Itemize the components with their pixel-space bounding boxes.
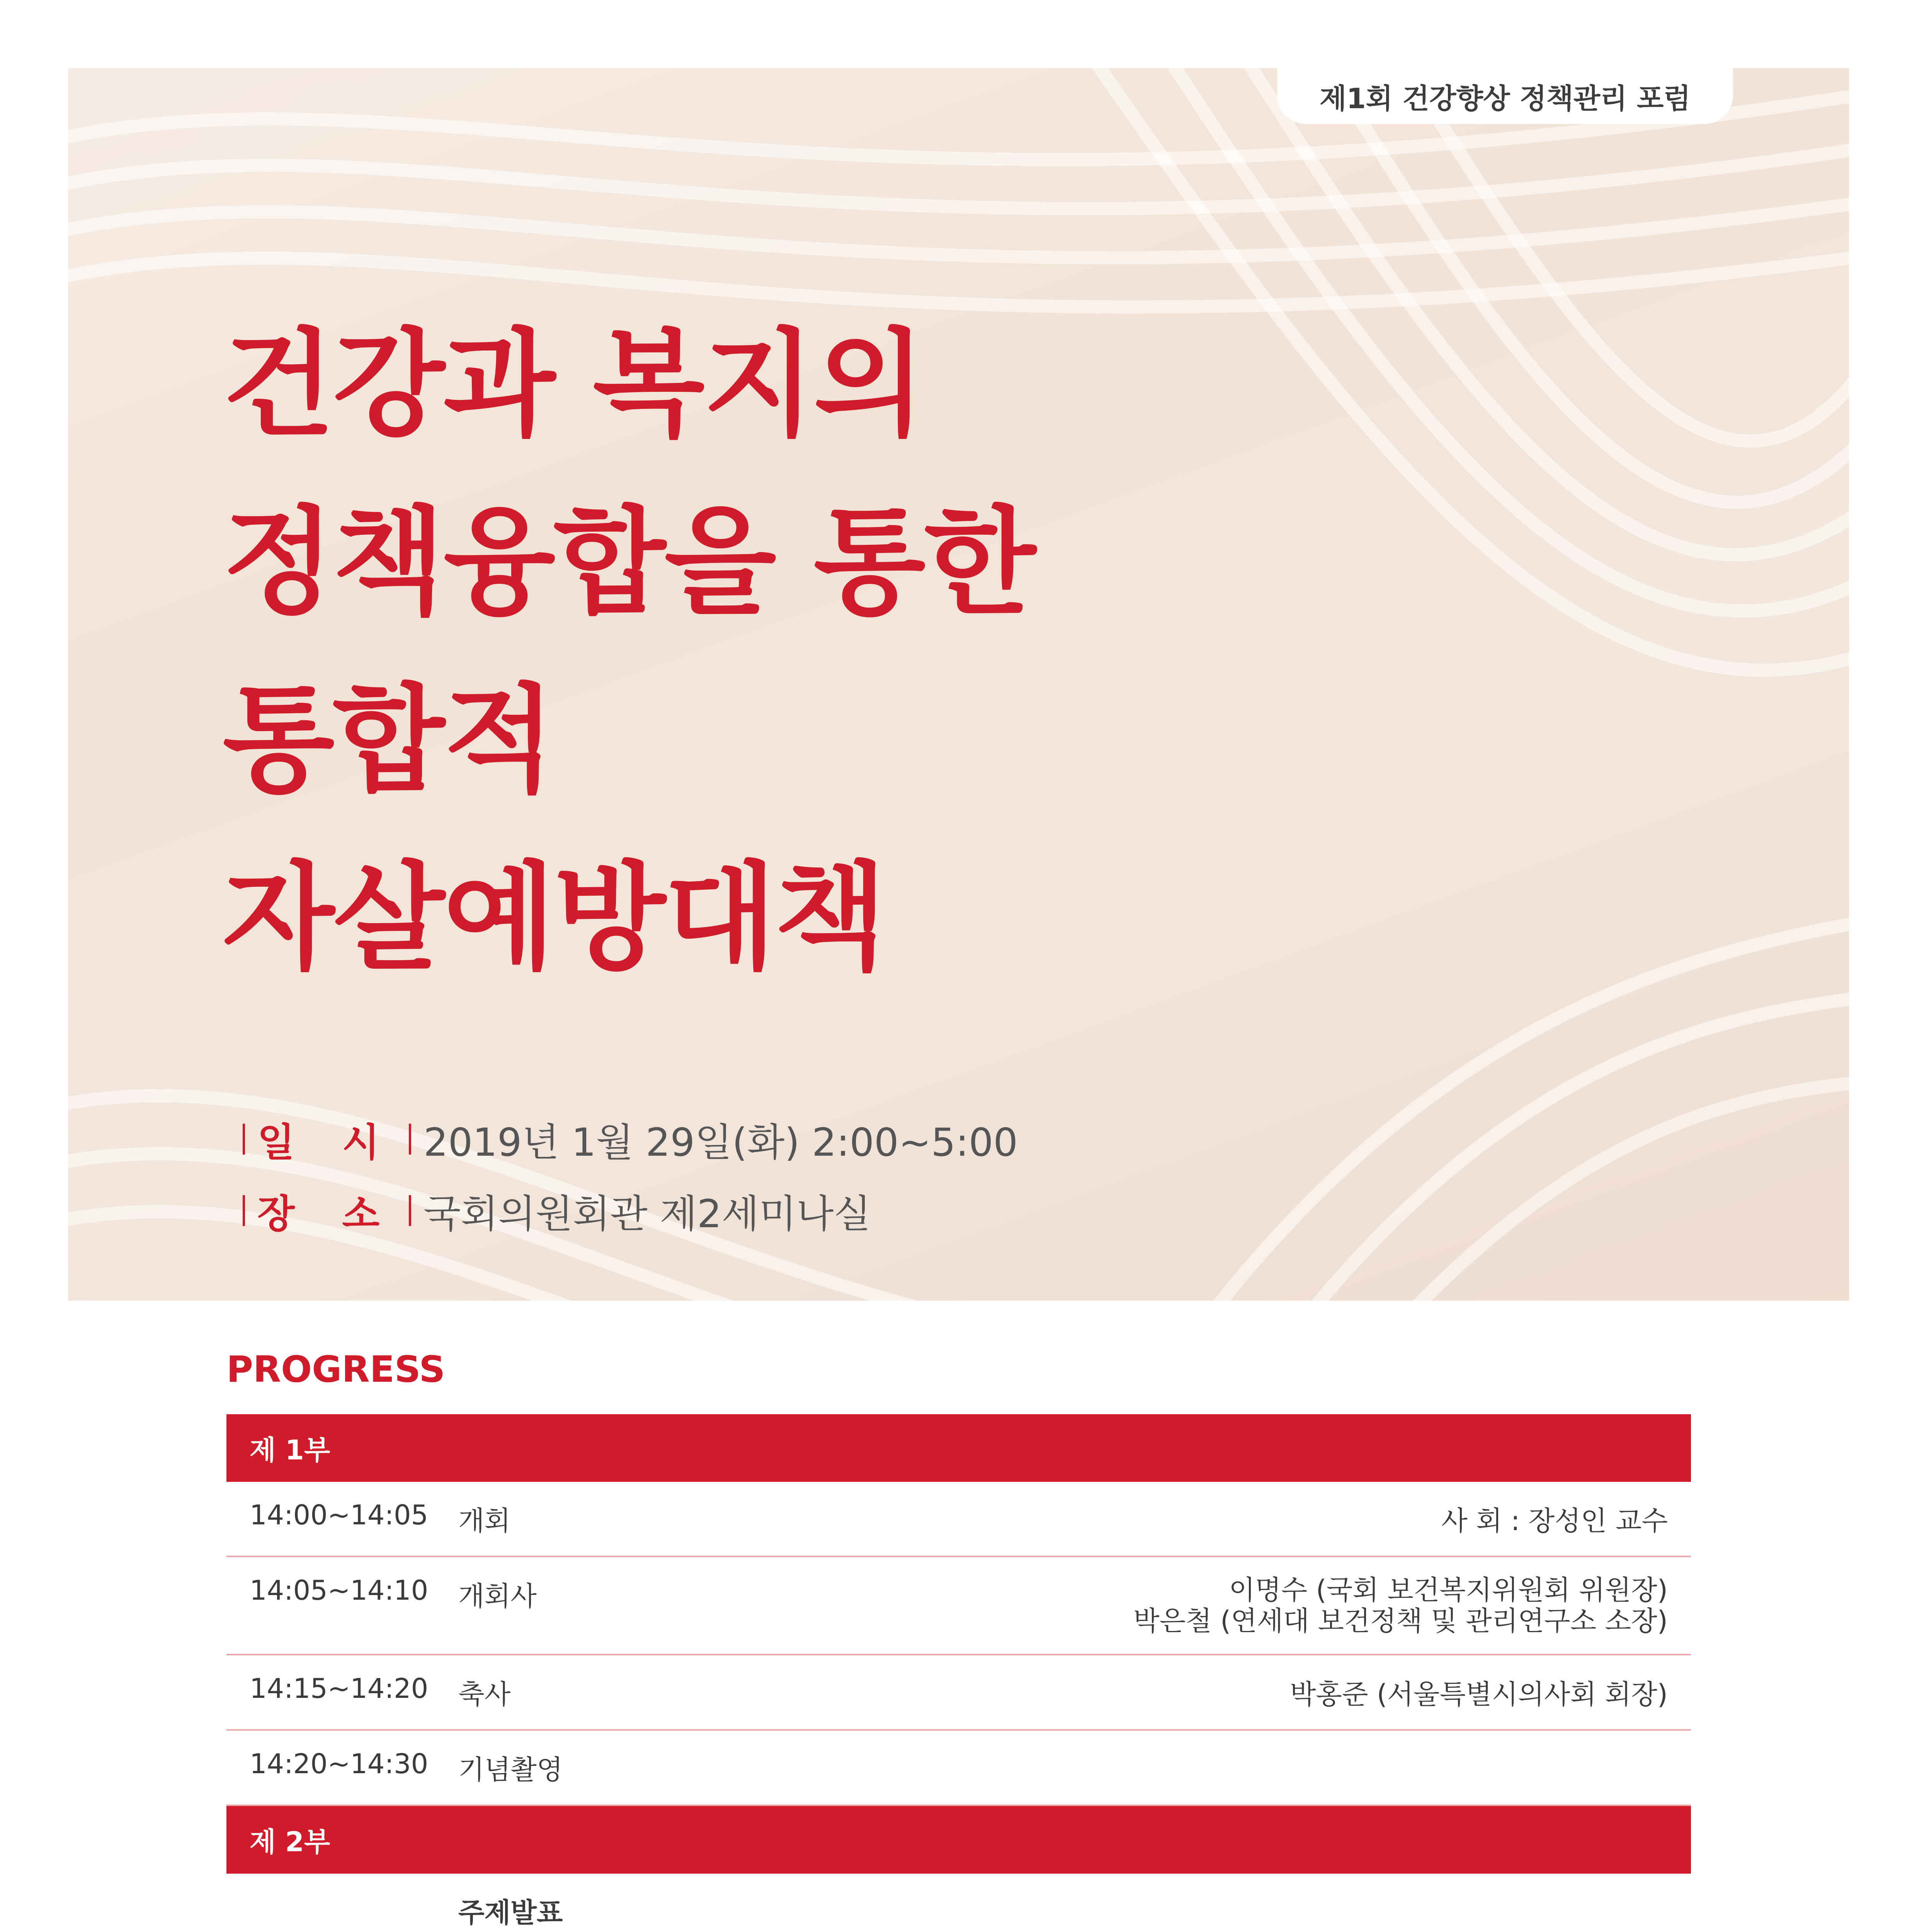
divider <box>243 1195 245 1226</box>
item-cell: 개회사 <box>458 1556 1004 1655</box>
subsection-label: 주제발표 <box>458 1874 1004 1932</box>
speaker-cell <box>1004 1730 1691 1805</box>
section-label: 제 1부 <box>226 1414 1691 1482</box>
table-row <box>226 1730 1691 1805</box>
speaker-cell: 사 회 : 장성인 교수 <box>1004 1482 1691 1556</box>
item-cell: 개회 <box>458 1482 1004 1556</box>
section-header <box>226 1805 1691 1874</box>
time-cell: 14:20~14:30 <box>226 1730 458 1805</box>
speaker-line: 이명수 (국회 보건복지위원회 위원장) <box>1229 1574 1668 1606</box>
table-row <box>226 1655 1691 1730</box>
time-cell: 14:15~14:20 <box>226 1655 458 1730</box>
program-table <box>226 1414 1691 1932</box>
title-line: 자살예방대책 <box>223 850 885 985</box>
date-info <box>230 1111 1018 1167</box>
title-line: 통합적 <box>223 673 554 808</box>
title-line: 건강과 복지의 <box>223 317 924 452</box>
date-label: 일 시 <box>257 1120 397 1165</box>
speaker-line: 박은철 (연세대 보건정책 및 관리연구소 소장) <box>1133 1605 1668 1637</box>
forum-tag: 제1회 건강향상 정책관리 포럼 <box>1277 68 1733 124</box>
table-row <box>226 1482 1691 1556</box>
place-value: 국회의원회관 제2세미나실 <box>424 1191 871 1236</box>
section-label: 제 2부 <box>226 1805 1691 1874</box>
speaker-cell <box>1004 1874 1691 1932</box>
date-value: 2019년 1월 29일(화) 2:00~5:00 <box>424 1120 1018 1165</box>
speaker-cell: 박홍준 (서울특별시의사회 회장) <box>1004 1655 1691 1730</box>
table-row <box>226 1556 1691 1655</box>
place-label: 장 소 <box>257 1191 397 1236</box>
divider <box>409 1195 411 1226</box>
speaker-cell <box>1004 1556 1691 1655</box>
title-line: 정책융합을 통한 <box>223 495 1035 630</box>
place-info <box>230 1183 871 1238</box>
page-title <box>223 296 1034 1007</box>
progress-heading: PROGRESS <box>226 1349 446 1391</box>
hero-banner <box>68 68 1849 1301</box>
section-header <box>226 1414 1691 1482</box>
time-cell: 14:00~14:05 <box>226 1482 458 1556</box>
time-cell <box>226 1874 458 1932</box>
time-cell: 14:05~14:10 <box>226 1556 458 1655</box>
item-cell: 기념촬영 <box>458 1730 1004 1805</box>
item-cell: 축사 <box>458 1655 1004 1730</box>
table-row <box>226 1874 1691 1932</box>
divider <box>409 1124 411 1155</box>
divider <box>243 1124 245 1155</box>
